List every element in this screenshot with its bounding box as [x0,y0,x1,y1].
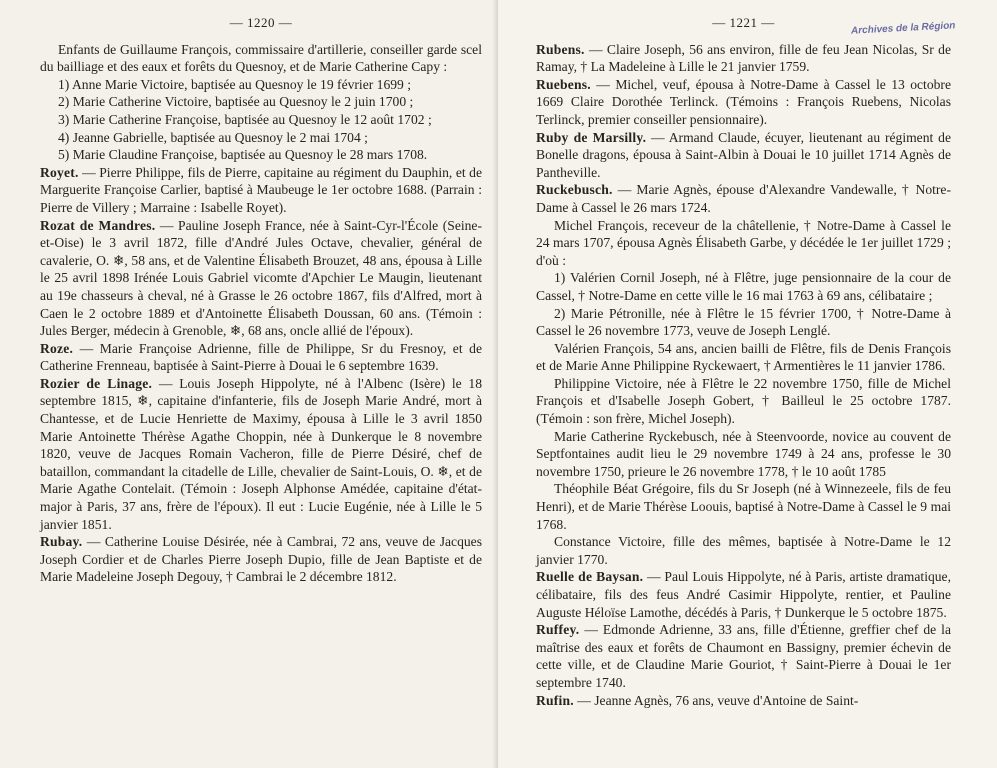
children-list [40,76,482,164]
entry-royet [40,164,482,217]
entry-text: — Edmonde Adrienne, 33 ans, fille d'Étienne, greffier chef de la maîtrise des eaux et forêts de Chaumont en Bassigny, premier échevin de cette ville, et de Claudine Marie Gouriot, † Saint-Pierre à Douai le 1er septembre 1740. [536,622,951,690]
list-item: 4) Jeanne Gabrielle, baptisée au Quesnoy le 2 mai 1704 ; [58,129,368,145]
entry-rufin [536,692,951,710]
entry-ruelle-de-baysan [536,568,951,621]
page-number: — 1220 — [229,15,293,30]
entry-heading: Rozier de Linage. [40,375,153,391]
entry-rubay [40,533,482,586]
entry-rozat-de-mandres [40,217,482,340]
right-page [498,0,997,768]
paragraph: Philippine Victoire, née à Flêtre le 22 novembre 1750, fille de Michel François et d'Isabelle Joseph Gobert, † Bailleul le 25 octobre 1787. (Témoin : son frère, Michel Joseph). [536,375,951,427]
entry-text: — Jeanne Agnès, 76 ans, veuve d'Antoine de Saint- [577,692,859,708]
list-item: 2) Marie Pétronille, née à Flêtre le 15 février 1700, † Notre-Dame à Cassel le 26 novembre 1773, veuve de Joseph Lenglé. [536,305,951,339]
entry-rubens [536,41,951,76]
entry-ruby-de-marsilly [536,129,951,182]
list-item: 1) Valérien Cornil Joseph, né à Flêtre, juge pensionnaire de la cour de Cassel, † Notre-Dame en cette ville le 16 mai 1763 à 69 ans, célibataire ; [536,270,951,303]
entry-text: — Marie Françoise Adrienne, fille de Philippe, Sr du Fresnoy, et de Catherine Frenneau, baptisée à Saint-Pierre à Douai le 6 septembre 1639. [40,340,482,374]
paragraph: Valérien François, 54 ans, ancien bailli de Flêtre, fils de Denis François et de Marie Anne Philippine Ryckewaert, † Armentières le 11 janvier 1786. [536,340,951,374]
entry-roze [40,340,482,375]
paragraph: Michel François, receveur de la châtellenie, † Notre-Dame à Cassel le 24 mars 1707, épousa Agnès Élisabeth Garbe, y décédée le 1er juillet 1729 ; d'où : [536,217,951,268]
list-item: 5) Marie Claudine Françoise, baptisée au Quesnoy le 28 mars 1708. [58,147,428,163]
entry-rozier-de-linage [40,375,482,533]
entry-ruebens [536,76,951,129]
entry-text: — Pauline Joseph France, née à Saint-Cyr-l'École (Seine-et-Oise) le 3 avril 1872, fille d'André Jules Octave, chevalier, général de cavalerie, O. ❄, 58 ans, et de Valentine Élisabeth Brouzet, 48 ans, épousa à Lille le 25 avril 1898 Irénée Louis Gabriel vicomte d'Apchier Le Maugin, lieutenant au 19e chasseurs à cheval, né à Grasse le 26 octobre 1867, fils d'Alfred, mort à Caen le 2 octobre 1889 et d'Antoinette Élisabeth Doussan, 60 ans. (Témoin : Jules Berger, médecin à Grenoble, ❄, 68 ans, oncle allié de l'époux). [40,217,482,339]
intro-paragraph: Enfants de Guillaume François, commissaire d'artillerie, conseiller garde scel du bailliage et des eaux et forêts du Quesnoy, et de Marie Catherine Capy : [40,41,482,75]
list-item: 2) Marie Catherine Victoire, baptisée au Quesnoy le 2 juin 1700 ; [58,94,414,110]
entry-heading: Rozat de Mandres. [40,217,156,233]
entry-text: — Armand Claude, écuyer, lieutenant au régiment de Bonelle dragons, épousa à Saint-Albin à Douai le 10 juillet 1714 Agnès de Pantheville. [536,129,951,180]
entry-heading: Rufin. [536,692,574,708]
entry-heading: Ruckebusch. [536,182,613,198]
entry-text: — Michel, veuf, épousa à Notre-Dame à Cassel le 13 octobre 1669 Claire Dorothée Terlinck. (Témoins : François Ruebens, Nicolas Terlinck, premier conseiller pensionnaire). [536,76,951,127]
entry-text: — Catherine Louise Désirée, née à Cambrai, 72 ans, veuve de Jacques Joseph Cordier et de Charles Pierre Joseph Dupio, fille de Jean Baptiste et de Marie Madeleine Joseph Degouy, † Cambrai le 2 décembre 1812. [40,534,482,585]
entry-heading: Rubens. [536,41,585,57]
paragraph: Théophile Béat Grégoire, fils du Sr Joseph (né à Winnezeele, fils de feu Henri), et de Marie Thérèse Loouis, baptisé à Notre-Dame à Cassel le 9 mai 1768. [536,481,951,532]
archive-stamp: Archives de la Région [850,20,956,37]
entry-text: — Paul Louis Hippolyte, né à Paris, artiste dramatique, célibataire, fils des feus André Casimir Hippolyte, rentier, et Pauline Auguste Héloïse Lamothe, décédés à Paris, † Dunkerque le 5 octobre 1875. [536,569,951,620]
entry-heading: Roze. [40,340,74,356]
entry-heading: Ruebens. [536,76,591,92]
entry-ruckebusch [536,181,951,216]
paragraph: Constance Victoire, fille des mêmes, baptisée à Notre-Dame le 12 janvier 1770. [536,534,951,567]
entry-heading: Ruffey. [536,622,580,638]
list-item: 3) Marie Catherine Françoise, baptisée au Quesnoy le 12 août 1702 ; [58,111,432,127]
paragraph: Marie Catherine Ryckebusch, née à Steenvoorde, novice au couvent de Septfontaines audit lieu le 29 novembre 1749 à 24 ans, professe le 30 novembre 1750, prieure le 26 novembre 1778, † le 10 août 1785 [536,428,951,479]
entry-text: — Claire Joseph, 56 ans environ, fille de feu Jean Nicolas, Sr de Ramay, † La Madeleine à Lille le 21 janvier 1759. [536,41,951,75]
entry-text: — Pierre Philippe, fils de Pierre, capitaine au régiment du Dauphin, et de Marguerite Françoise Carlier, baptisé à Maubeuge le 1er octobre 1688. (Parrain : Pierre de Villery ; Marraine : Isabelle Royet). [40,164,482,215]
entry-ruffey [536,621,951,691]
entry-heading: Rubay. [40,534,83,550]
entry-heading: Ruelle de Baysan. [536,569,644,585]
list-item: 1) Anne Marie Victoire, baptisée au Quesnoy le 19 février 1699 ; [58,76,412,92]
left-page [0,0,498,768]
entry-text: — Marie Agnès, épouse d'Alexandre Vandewalle, † Notre-Dame à Cassel le 26 mars 1724. [536,182,951,215]
entry-text: — Louis Joseph Hippolyte, né à l'Albenc (Isère) le 18 septembre 1815, ❄, capitaine d'infanterie, fils de Joseph Marie André, mort à Chantesse, et de Lucie Henriette de Maximy, épousa à Lille le 3 avril 1850 Marie Antoinette Thérèse Agathe Choppin, née à Dunkerque le 8 novembre 1820, veuve de Jacques Romain Vacheron, fille de Pierre Désiré, chef de bataillon, commandant la citadelle de Lille, chevalier de Saint-Louis, O. ❄, et de Marie Agathe Contelait. (Témoin : Joseph Alphonse Amédée, capitaine d'état-major à Paris, 37 ans, frère de l'époux). Il eut : Lucie Eugénie, née à Lille le 5 janvier 1851. [40,375,482,532]
page-number: — 1221 — [712,15,775,30]
entry-heading: Royet. [40,164,79,180]
entry-heading: Ruby de Marsilly. [536,129,647,145]
